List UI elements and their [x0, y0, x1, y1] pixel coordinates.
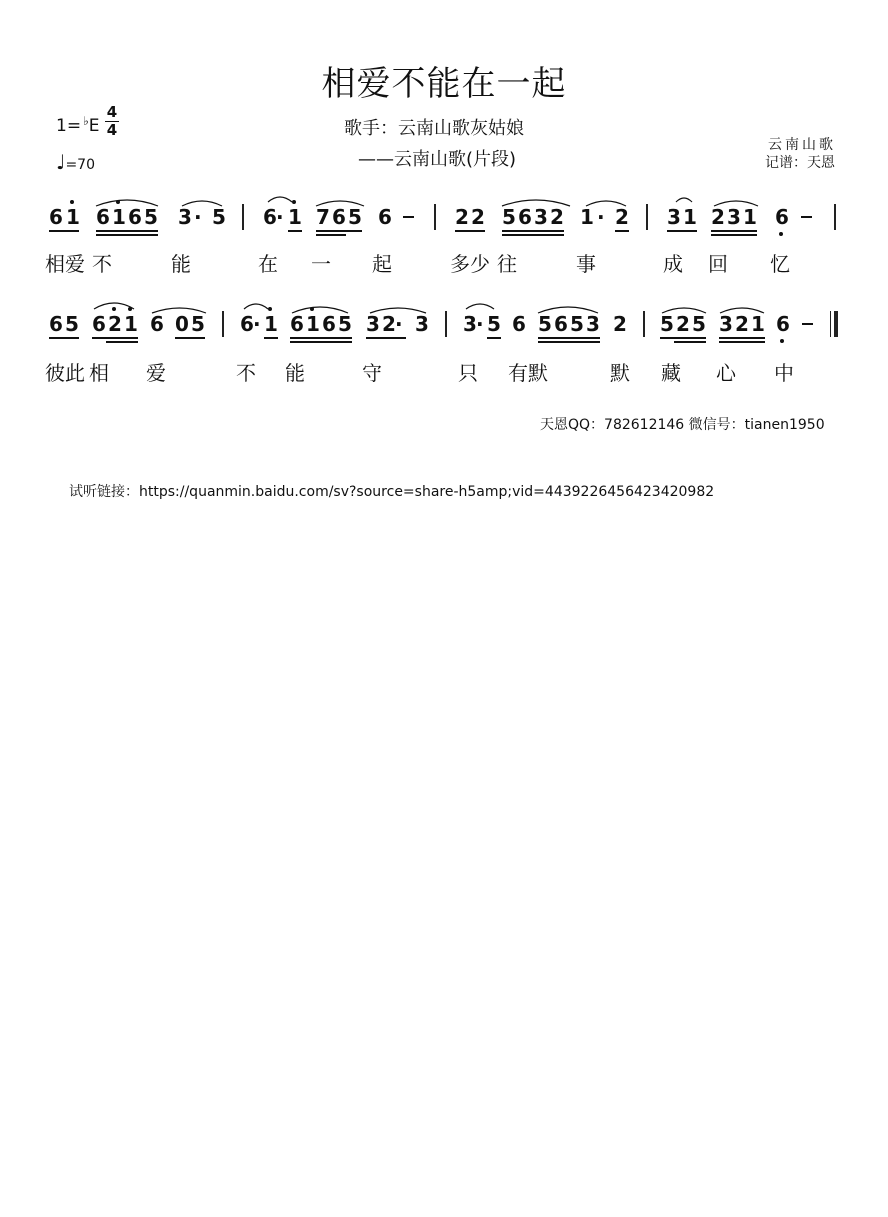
- note: 6: [96, 205, 110, 229]
- bar-line: [834, 204, 836, 230]
- note: 1: [288, 205, 302, 229]
- lyric: 藏: [661, 361, 681, 385]
- note: 5: [660, 312, 674, 336]
- note: 5: [338, 312, 352, 336]
- note: 2: [613, 312, 627, 336]
- note: 2: [471, 205, 485, 229]
- beam-line: [288, 230, 302, 232]
- song-origin: 云南山歌: [768, 137, 836, 153]
- beam-line: [538, 341, 600, 343]
- hold-dash: [802, 323, 813, 325]
- bar-line: [222, 311, 224, 337]
- hold-dash: [403, 216, 414, 218]
- note: 5: [191, 312, 205, 336]
- note: 3: [586, 312, 600, 336]
- lyric: 事: [576, 252, 596, 276]
- beam-line: [502, 234, 564, 236]
- beam-line: [316, 230, 346, 232]
- note: 6: [322, 312, 336, 336]
- beam-line: [538, 337, 600, 339]
- lyric: 往: [497, 252, 517, 276]
- note: 3: [366, 312, 380, 336]
- note: 2: [455, 205, 469, 229]
- note: 6: [150, 312, 164, 336]
- note: 0: [175, 312, 189, 336]
- high-octave-dot: [112, 307, 116, 311]
- note: 6: [49, 205, 63, 229]
- note: 5: [487, 312, 501, 336]
- lyric: 中: [774, 361, 794, 385]
- beam-line: [290, 337, 352, 339]
- bar-line: [646, 204, 648, 230]
- dot: ·: [194, 205, 202, 229]
- note-row-2: [0, 299, 888, 345]
- note: 6: [49, 312, 63, 336]
- beam-line: [264, 337, 278, 339]
- flat-sign: ♭: [83, 114, 89, 128]
- listen-link[interactable]: 试听链接：https://quanmin.baidu.com/sv?source=share-h5amp;vid=4439226456423420982: [69, 484, 715, 500]
- note: 1: [306, 312, 320, 336]
- score-line-1: [0, 192, 888, 238]
- beam-line: [615, 230, 629, 232]
- note: 1: [124, 312, 138, 336]
- beam-line: [290, 341, 352, 343]
- note: 6: [92, 312, 106, 336]
- notator-credit: 记谱：天恩: [765, 155, 835, 171]
- note: 2: [735, 312, 749, 336]
- beam-line: [96, 234, 158, 236]
- note: 3: [415, 312, 429, 336]
- note: 6: [240, 312, 254, 336]
- note: 3: [667, 205, 681, 229]
- note: 1: [580, 205, 594, 229]
- tempo-value: =70: [65, 157, 95, 173]
- note: 3: [719, 312, 733, 336]
- song-title: 相爱不能在一起: [321, 64, 567, 104]
- beam-line: [674, 341, 706, 343]
- note: 5: [65, 312, 79, 336]
- note: 6: [263, 205, 277, 229]
- lyric: 彼此: [45, 361, 85, 385]
- bar-line: [643, 311, 645, 337]
- beam-line: [106, 341, 138, 343]
- note: 6: [512, 312, 526, 336]
- beam-line: [175, 337, 205, 339]
- dot: ·: [253, 312, 261, 336]
- beam-line: [49, 337, 79, 339]
- note: 2: [108, 312, 122, 336]
- lyric: 在: [258, 252, 278, 276]
- note: 5: [538, 312, 552, 336]
- meter-bottom: 4: [106, 121, 118, 139]
- beam-line: [667, 230, 697, 232]
- lyric: 有默: [508, 361, 548, 385]
- bar-line: [242, 204, 244, 230]
- high-octave-dot: [116, 200, 120, 204]
- singer-credit: 歌手：云南山歌灰姑娘: [344, 118, 524, 139]
- note: 6: [378, 205, 392, 229]
- dot: ·: [395, 312, 403, 336]
- note: 1: [112, 205, 126, 229]
- beam-line: [316, 234, 346, 236]
- dot: ·: [597, 205, 605, 229]
- high-octave-dot: [292, 200, 296, 204]
- high-octave-dot: [268, 307, 272, 311]
- time-signature: [104, 104, 120, 139]
- lyric: 回: [708, 252, 728, 276]
- lyric: 忆: [770, 252, 790, 276]
- note: 6: [554, 312, 568, 336]
- song-subtitle: ——云南山歌(片段): [358, 149, 517, 170]
- final-bar-thin: [830, 311, 831, 337]
- lyric: 多少: [450, 252, 490, 276]
- note: 2: [550, 205, 564, 229]
- lyric: 不: [236, 361, 256, 385]
- lyric: 不: [92, 252, 112, 276]
- lyric: 能: [285, 361, 305, 385]
- lyric-line-2: [0, 357, 888, 387]
- key-signature: [56, 114, 99, 136]
- beam-line: [487, 337, 501, 339]
- lyric: 心: [716, 361, 736, 385]
- note: 6: [775, 205, 789, 229]
- tempo-mark: [56, 150, 95, 174]
- note: 5: [144, 205, 158, 229]
- contact-info: 天恩QQ：782612146 微信号：tianen1950: [540, 417, 825, 433]
- beam-line: [96, 230, 158, 232]
- note: 6: [332, 205, 346, 229]
- note: 1: [743, 205, 757, 229]
- lyric: 相爱: [45, 252, 85, 276]
- note-row-1: [0, 192, 888, 238]
- note: 1: [683, 205, 697, 229]
- note: 1: [66, 205, 80, 229]
- note: 3: [178, 205, 192, 229]
- lyric-line-1: [0, 248, 888, 278]
- lyric: 相: [89, 361, 109, 385]
- hold-dash: [801, 216, 812, 218]
- beam-line: [719, 337, 765, 339]
- dot: ·: [476, 312, 484, 336]
- note: 3: [463, 312, 477, 336]
- beam-line: [346, 230, 362, 232]
- note: 3: [534, 205, 548, 229]
- beam-line: [719, 341, 765, 343]
- lyric: 守: [362, 361, 382, 385]
- low-octave-dot: [779, 232, 783, 236]
- note: 2: [711, 205, 725, 229]
- note: 1: [264, 312, 278, 336]
- note: 5: [570, 312, 584, 336]
- note: 6: [518, 205, 532, 229]
- note: 2: [382, 312, 396, 336]
- lyric: 一: [311, 252, 331, 276]
- note: 3: [727, 205, 741, 229]
- note: 5: [212, 205, 226, 229]
- note: 5: [502, 205, 516, 229]
- score-line-2: [0, 299, 888, 345]
- beam-line: [366, 337, 406, 339]
- note: 6: [128, 205, 142, 229]
- quarter-note-icon: ♩: [56, 150, 66, 174]
- note: 6: [290, 312, 304, 336]
- note: 5: [348, 205, 362, 229]
- beam-line: [92, 337, 138, 339]
- high-octave-dot: [128, 307, 132, 311]
- key-prefix: 1=: [56, 116, 82, 136]
- beam-line: [711, 230, 757, 232]
- beam-line: [455, 230, 485, 232]
- meter-top: 4: [106, 103, 118, 121]
- beam-line: [502, 230, 564, 232]
- lyric: 成: [663, 252, 683, 276]
- beam-line: [660, 337, 706, 339]
- lyric: 默: [610, 361, 630, 385]
- lyric: 爱: [146, 361, 166, 385]
- low-octave-dot: [780, 339, 784, 343]
- dot: ·: [276, 205, 284, 229]
- bar-line: [445, 311, 447, 337]
- lyric: 起: [372, 252, 392, 276]
- key-letter: E: [88, 116, 100, 136]
- note: 1: [751, 312, 765, 336]
- lyric: 能: [171, 252, 191, 276]
- final-bar-thick: [834, 311, 838, 337]
- note: 6: [776, 312, 790, 336]
- beam-line: [711, 234, 757, 236]
- high-octave-dot: [70, 200, 74, 204]
- beam-line: [49, 230, 79, 232]
- note: 2: [676, 312, 690, 336]
- bar-line: [434, 204, 436, 230]
- lyric: 只: [458, 361, 478, 385]
- note: 2: [615, 205, 629, 229]
- note: 5: [692, 312, 706, 336]
- note: 7: [316, 205, 330, 229]
- high-octave-dot: [310, 307, 314, 311]
